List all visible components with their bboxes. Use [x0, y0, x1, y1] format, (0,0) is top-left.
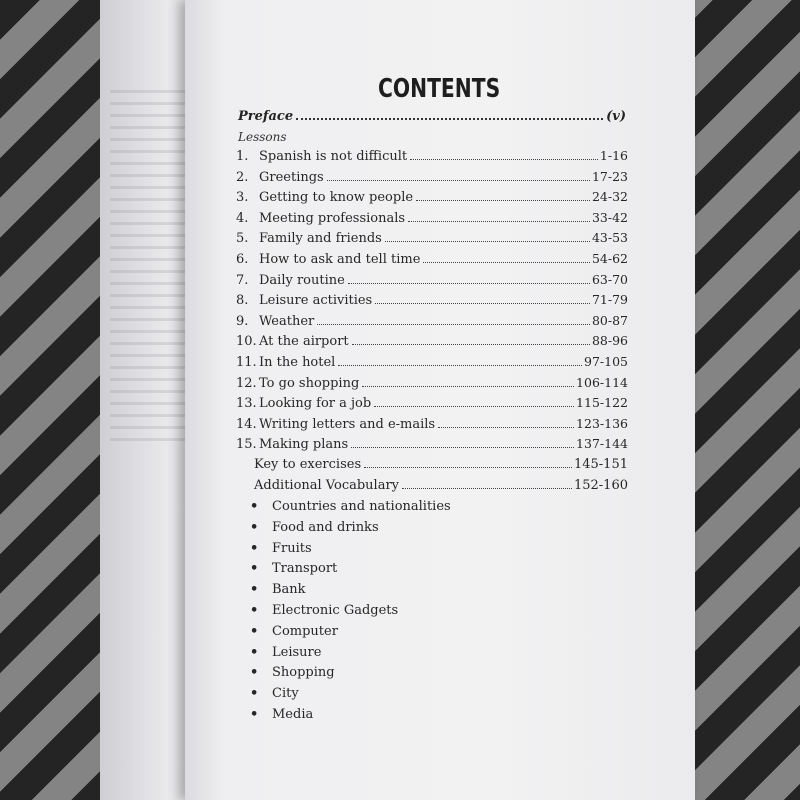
bullet-icon: •	[250, 540, 259, 556]
toc-entry: 2. Greetings 17-23	[236, 168, 628, 185]
entry-pages: 71-79	[591, 292, 628, 308]
bullet-icon: •	[250, 602, 259, 618]
entry-title: Key to exercises	[254, 456, 362, 472]
list-item: • Computer	[250, 623, 338, 639]
bullet-icon: •	[250, 561, 259, 577]
entry-title: Meeting professionals	[259, 210, 406, 226]
list-item: • Shopping	[250, 665, 335, 681]
toc-entry: 12. To go shopping 106-114	[236, 374, 628, 391]
bullet-icon: •	[250, 665, 259, 681]
toc-entry: 11. In the hotel 97-105	[236, 353, 628, 370]
toc-entry: 7. Daily routine 63-70	[236, 271, 628, 288]
bullet-icon: •	[250, 644, 259, 660]
preface-entry	[238, 109, 626, 124]
entry-title: Making plans	[259, 437, 349, 453]
entry-pages: 145-151	[573, 456, 628, 472]
bullet-icon: •	[250, 582, 259, 598]
entry-pages: 97-105	[584, 353, 628, 369]
list-item: • Electronic Gadgets	[250, 602, 399, 618]
toc-entry: 15. Making plans 137-144	[236, 436, 628, 453]
entry-pages: 80-87	[591, 312, 628, 328]
list-item: • City	[250, 686, 299, 702]
bullet-icon: •	[250, 623, 259, 639]
list-item: • Countries and nationalities	[250, 499, 451, 514]
preface-page: (v)	[606, 109, 626, 124]
entry-title: Daily routine	[259, 272, 345, 288]
toc-entry: 9. Weather 80-87	[236, 312, 628, 329]
toc-entry: 4. Meeting professionals 33-42	[236, 209, 628, 226]
entry-pages: 152-160	[573, 477, 628, 493]
entry-title: Greetings	[259, 169, 324, 185]
toc-extra-entry	[236, 457, 628, 478]
bullet-icon: •	[250, 499, 259, 514]
list-item: • Fruits	[250, 540, 312, 556]
list-item: • Bank	[250, 582, 306, 598]
bullet-icon: •	[250, 706, 259, 722]
entry-title: To go shopping	[259, 375, 360, 391]
list-item: • Food and drinks	[250, 519, 379, 535]
toc-extra-entry	[236, 478, 628, 499]
toc-entry: 6. How to ask and tell time 54-62	[236, 250, 628, 267]
entry-title: Getting to know people	[259, 190, 414, 206]
left-page-bleed-text	[110, 90, 190, 450]
entry-pages: 24-32	[591, 189, 628, 205]
entry-title: In the hotel	[259, 354, 336, 370]
entry-pages: 88-96	[591, 333, 628, 349]
entry-pages: 1-16	[599, 148, 628, 163]
entry-pages: 115-122	[576, 395, 628, 411]
toc-entry: 5. Family and friends 43-53	[236, 230, 628, 247]
list-item: • Transport	[250, 561, 338, 577]
entry-pages: 33-42	[591, 209, 628, 225]
entry-title: How to ask and tell time	[259, 251, 421, 267]
toc-entry: 13. Looking for a job 115-122	[236, 395, 628, 412]
toc-entry: 8. Leisure activities 71-79	[236, 292, 628, 309]
entry-title: Looking for a job	[259, 396, 372, 412]
entry-title: Weather	[259, 313, 315, 329]
entry-title: Writing letters and e-mails	[259, 416, 436, 432]
entry-title: Family and friends	[259, 231, 382, 247]
entry-title: Leisure activities	[259, 293, 373, 309]
entry-pages: 43-53	[591, 230, 628, 246]
list-item: • Media	[250, 706, 314, 722]
toc-entry: 14. Writing letters and e-mails 123-136	[236, 415, 628, 432]
entry-title: Spanish is not difficult	[259, 149, 408, 164]
toc-entry: 3. Getting to know people 24-32	[236, 189, 628, 206]
toc-entry: 10. At the airport 88-96	[236, 333, 628, 350]
vocabulary-list	[250, 499, 451, 728]
entry-pages: 63-70	[591, 271, 628, 287]
page-title: CONTENTS	[378, 74, 501, 104]
entry-pages: 137-144	[576, 436, 628, 452]
lessons-list	[236, 148, 628, 498]
toc-entry: 1. Spanish is not difficult 1-16	[236, 148, 628, 164]
preface-label: Preface	[238, 109, 294, 124]
entry-pages: 106-114	[576, 374, 628, 390]
lessons-heading: Lessons	[238, 130, 287, 144]
bullet-icon: •	[250, 686, 259, 702]
entry-title: At the airport	[259, 334, 349, 350]
entry-title: Additional Vocabulary	[254, 477, 400, 493]
list-item: • Leisure	[250, 644, 322, 660]
bullet-icon: •	[250, 519, 259, 535]
leader-dots	[296, 118, 603, 120]
entry-pages: 17-23	[591, 168, 628, 184]
entry-pages: 54-62	[591, 250, 628, 266]
entry-pages: 123-136	[576, 415, 628, 431]
